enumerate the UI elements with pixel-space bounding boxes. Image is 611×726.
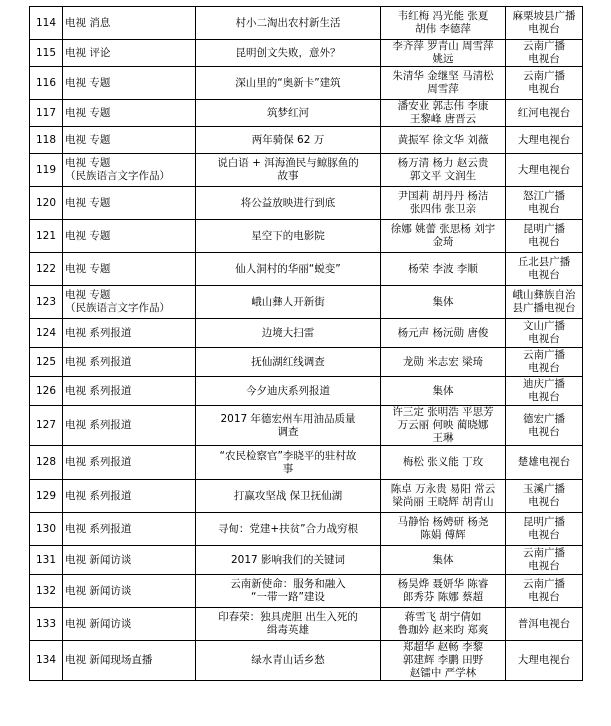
entry-unit xyxy=(506,253,583,286)
entry-number: 121 xyxy=(30,220,63,253)
entry-title-line: 昆明创文失败，意外？ xyxy=(235,46,341,59)
entry-authors-line: 龙勋 米志宏 梁琦 xyxy=(402,355,484,368)
entry-title xyxy=(196,608,381,641)
entry-authors xyxy=(381,187,506,220)
entry-number: 127 xyxy=(30,406,63,446)
entry-unit xyxy=(506,546,583,575)
entry-category-line: 电视 专题 xyxy=(65,262,111,275)
entry-authors-line: 郭文平 文润生 xyxy=(409,170,477,182)
entry-authors-line: 陈娟 傅辉 xyxy=(420,529,466,541)
table-row xyxy=(30,377,583,406)
entry-unit xyxy=(506,348,583,377)
entry-unit xyxy=(506,480,583,513)
entry-unit-line: 昆明广播 xyxy=(523,516,565,528)
entry-unit-line: 大理电视台 xyxy=(517,133,571,146)
entry-title xyxy=(196,253,381,286)
table-row xyxy=(30,446,583,480)
entry-title xyxy=(196,406,381,446)
entry-category xyxy=(63,319,196,348)
entry-category-line: 电视 新闻访谈 xyxy=(65,617,132,630)
entry-title-line: 2017 影响我们的关键词 xyxy=(230,553,346,566)
entry-authors-line: 周雪萍 xyxy=(427,83,459,95)
entry-unit-line: 麻栗坡县广播 xyxy=(512,10,576,22)
entry-number: 125 xyxy=(30,348,63,377)
entry-number: 117 xyxy=(30,100,63,127)
entry-title-line: 今夕迪庆系列报道 xyxy=(246,384,330,397)
entry-title xyxy=(196,286,381,319)
entry-authors xyxy=(381,286,506,319)
entry-title-line: 调查 xyxy=(277,425,299,438)
entry-unit-line: 文山广播 xyxy=(523,320,565,332)
entry-unit xyxy=(506,608,583,641)
entry-category xyxy=(63,253,196,286)
entry-unit-line: 昆明广播 xyxy=(523,223,565,235)
entry-unit-line: 普洱电视台 xyxy=(517,617,571,630)
entry-unit-line: 电视台 xyxy=(528,83,560,95)
entry-unit xyxy=(506,641,583,681)
entry-authors xyxy=(381,220,506,253)
entry-category xyxy=(63,348,196,377)
entry-authors xyxy=(381,348,506,377)
entry-number: 123 xyxy=(30,286,63,319)
entry-authors-line: 郎秀芬 陈娜 蔡超 xyxy=(402,591,484,603)
entry-category xyxy=(63,641,196,681)
entry-unit-line: 大理电视台 xyxy=(517,163,571,176)
table-row xyxy=(30,40,583,67)
entry-title-line: 筑梦红河 xyxy=(267,106,309,119)
entry-title-line: 2017 年德宏州车用油品质量 xyxy=(220,412,356,425)
entry-authors xyxy=(381,608,506,641)
entry-category-line: 电视 系列报道 xyxy=(65,522,132,535)
entry-category-line: 电视 专题 xyxy=(65,133,111,146)
entry-category-line: 电视 系列报道 xyxy=(65,384,132,397)
entry-title xyxy=(196,154,381,187)
entry-category xyxy=(63,220,196,253)
entry-unit xyxy=(506,575,583,608)
table-row xyxy=(30,286,583,319)
entry-category xyxy=(63,608,196,641)
entry-number: 134 xyxy=(30,641,63,681)
entry-authors-line: 集体 xyxy=(432,553,454,566)
entry-unit xyxy=(506,100,583,127)
entry-unit xyxy=(506,513,583,546)
entry-unit xyxy=(506,319,583,348)
entry-unit xyxy=(506,40,583,67)
entry-authors xyxy=(381,641,506,681)
table-row xyxy=(30,7,583,40)
entry-category xyxy=(63,575,196,608)
entry-unit-line: 电视台 xyxy=(528,203,560,215)
entry-number: 114 xyxy=(30,7,63,40)
entry-authors xyxy=(381,253,506,286)
entry-unit-line: 电视台 xyxy=(528,391,560,403)
table-row xyxy=(30,127,583,154)
entry-number: 119 xyxy=(30,154,63,187)
entry-title xyxy=(196,220,381,253)
entry-authors-line: 徐娜 姚蕾 张思杨 刘宇 xyxy=(390,223,496,235)
entry-category-line: 电视 专题 xyxy=(65,76,111,89)
entry-category xyxy=(63,100,196,127)
entry-authors xyxy=(381,319,506,348)
entry-authors-line: 李齐萍 罗青山 周雪萍 xyxy=(392,40,494,52)
entry-authors xyxy=(381,127,506,154)
entry-title-line: 云南新使命：服务和融入 xyxy=(230,578,346,590)
entry-category xyxy=(63,40,196,67)
table-row xyxy=(30,641,583,681)
entry-authors-line: 王琳 xyxy=(432,432,454,444)
entry-authors-line: 鲁珈妗 赵来昀 郑爽 xyxy=(397,624,489,636)
entry-unit xyxy=(506,154,583,187)
entry-title xyxy=(196,100,381,127)
entry-category-line: 电视 消息 xyxy=(65,16,111,29)
entry-authors xyxy=(381,546,506,575)
entry-authors-line: 朱清华 金继坚 马清松 xyxy=(392,70,494,82)
entry-authors-line: 郭建辉 李鹏 田野 xyxy=(402,654,484,666)
entry-category-line: 电视 专题 xyxy=(65,229,111,242)
entry-authors xyxy=(381,7,506,40)
entry-category xyxy=(63,406,196,446)
entry-unit-line: 丘北县广播 xyxy=(517,256,571,268)
entry-category-line: 电视 新闻访谈 xyxy=(65,584,132,597)
entry-title xyxy=(196,187,381,220)
table-row xyxy=(30,253,583,286)
entry-authors-line: 赵镭中 严学林 xyxy=(409,667,477,679)
entry-unit-line: 云南广播 xyxy=(523,40,565,52)
table-row xyxy=(30,406,583,446)
entry-category xyxy=(63,187,196,220)
entry-unit-line: 电视台 xyxy=(528,496,560,508)
entry-unit-line: 峨山彝族自治 xyxy=(512,289,576,301)
entry-unit-line: 云南广播 xyxy=(523,547,565,559)
entry-authors-line: 王黎峰 唐晋云 xyxy=(409,113,477,125)
entry-authors xyxy=(381,446,506,480)
entry-unit-line: 电视台 xyxy=(528,560,560,572)
entry-authors-line: 杨荣 李波 李顺 xyxy=(408,262,478,275)
entry-category-line: 电视 系列报道 xyxy=(65,419,132,431)
entry-unit-line: 电视台 xyxy=(528,53,560,65)
entry-unit-line: 县广播电视台 xyxy=(512,302,576,314)
table-row xyxy=(30,513,583,546)
entry-number: 122 xyxy=(30,253,63,286)
entry-title xyxy=(196,7,381,40)
entry-authors xyxy=(381,480,506,513)
entry-title xyxy=(196,546,381,575)
entry-unit-line: 电视台 xyxy=(528,591,560,603)
entry-authors-line: 杨元声 杨沅勋 唐俊 xyxy=(397,326,489,339)
entry-category xyxy=(63,480,196,513)
entry-unit-line: 云南广播 xyxy=(523,349,565,361)
table-row xyxy=(30,319,583,348)
entry-category xyxy=(63,513,196,546)
entry-title xyxy=(196,319,381,348)
table-row xyxy=(30,154,583,187)
entry-title xyxy=(196,575,381,608)
entry-unit-line: 德宏广播 xyxy=(523,412,565,425)
entry-title xyxy=(196,67,381,100)
entry-title-line: 星空下的电影院 xyxy=(251,229,325,242)
entry-title-line: 峨山彝人开新街 xyxy=(251,295,325,308)
entry-unit xyxy=(506,377,583,406)
entry-authors-line: 杨昊烨 聂妍华 陈睿 xyxy=(397,578,489,590)
table-row xyxy=(30,575,583,608)
entry-category-line: 电视 评论 xyxy=(65,46,111,59)
entry-title-line: 缉毒英雄 xyxy=(267,624,309,636)
entry-authors-line: 陈卓 万永贵 易阳 常云 xyxy=(390,483,496,495)
entry-authors-line: 潘安业 郭志伟 李康 xyxy=(397,100,489,112)
entry-unit xyxy=(506,7,583,40)
entry-unit-line: 电视台 xyxy=(528,529,560,541)
entry-category-line: 电视 新闻访谈 xyxy=(65,553,132,566)
entry-title-line: 打赢攻坚战 保卫抚仙湖 xyxy=(233,489,343,502)
entry-number: 118 xyxy=(30,127,63,154)
entry-number: 120 xyxy=(30,187,63,220)
entry-category xyxy=(63,127,196,154)
entry-authors-line: 马静怡 杨娉研 杨尧 xyxy=(397,516,489,528)
entry-authors xyxy=(381,377,506,406)
entry-title-line: 仙人洞村的华丽“蜕变” xyxy=(235,262,341,275)
entry-authors-line: 集体 xyxy=(432,384,454,397)
entry-title xyxy=(196,446,381,480)
entry-title-line: 印春荣：独具虎胆 出生入死的 xyxy=(218,611,358,623)
entry-title xyxy=(196,127,381,154)
entry-unit-line: 电视台 xyxy=(528,23,560,35)
entry-authors-line: 姚远 xyxy=(432,53,454,65)
entry-title-line: 边境大扫雷 xyxy=(261,326,315,339)
entry-category xyxy=(63,446,196,480)
entry-category xyxy=(63,67,196,100)
entry-unit-line: 迪庆广播 xyxy=(523,378,565,390)
entry-authors-line: 尹国莉 胡丹丹 杨洁 xyxy=(397,190,489,202)
entry-unit-line: 电视台 xyxy=(528,425,560,438)
entry-title-line: 故事 xyxy=(277,170,299,182)
table-row xyxy=(30,348,583,377)
entry-category-line: 电视 系列报道 xyxy=(65,355,132,368)
entry-category-line: （民族语言文字作品） xyxy=(65,302,170,314)
table-row xyxy=(30,100,583,127)
entry-authors-line: 张四伟 张卫亲 xyxy=(409,203,477,215)
entry-category-line: 电视 专题 xyxy=(65,157,111,169)
entry-unit-line: 云南广播 xyxy=(523,578,565,590)
entry-title-line: 绿水青山话乡愁 xyxy=(251,654,325,666)
entry-title xyxy=(196,641,381,681)
table-row xyxy=(30,220,583,253)
entry-authors-line: 胡伟 李德萍 xyxy=(415,23,471,35)
entry-authors xyxy=(381,513,506,546)
table-row xyxy=(30,546,583,575)
entry-unit-line: 电视台 xyxy=(528,333,560,345)
entry-authors xyxy=(381,154,506,187)
table-row xyxy=(30,608,583,641)
entry-category xyxy=(63,286,196,319)
entry-title-line: 寻甸：党建+扶贫”合力战穷根 xyxy=(217,522,359,535)
entry-number: 133 xyxy=(30,608,63,641)
entry-unit-line: 电视台 xyxy=(528,269,560,281)
entry-number: 132 xyxy=(30,575,63,608)
entry-unit-line: 玉溪广播 xyxy=(523,483,565,495)
entry-authors-line: 集体 xyxy=(432,295,454,308)
entry-title-line: 深山里的“奥新卡”建筑 xyxy=(235,76,341,89)
entry-category-line: 电视 专题 xyxy=(65,106,111,119)
entry-authors-line: 郑超华 赵畅 李黎 xyxy=(402,641,484,653)
entry-category-line: 电视 系列报道 xyxy=(65,326,132,339)
entry-title-line: 将公益放映进行到底 xyxy=(240,196,336,209)
table-row xyxy=(30,480,583,513)
entry-number: 115 xyxy=(30,40,63,67)
entry-unit-line: 大理电视台 xyxy=(517,654,571,666)
entry-authors xyxy=(381,406,506,446)
entry-category xyxy=(63,7,196,40)
entry-category-line: 电视 系列报道 xyxy=(65,489,132,502)
entry-category xyxy=(63,377,196,406)
entry-unit xyxy=(506,187,583,220)
entry-title-line: 村小二淘出农村新生活 xyxy=(235,16,341,29)
entry-authors-line: 许三定 张明浩 平思芳 xyxy=(392,406,494,418)
entry-number: 131 xyxy=(30,546,63,575)
entry-category xyxy=(63,154,196,187)
entry-unit-line: 云南广播 xyxy=(523,70,565,82)
entry-unit-line: 红河电视台 xyxy=(517,106,571,119)
entry-authors-line: 杨万清 杨力 赵云贵 xyxy=(397,157,489,169)
table-row xyxy=(30,187,583,220)
entry-title xyxy=(196,377,381,406)
entry-category xyxy=(63,546,196,575)
entry-authors-line: 蒋雪飞 胡宁倩如 xyxy=(404,611,482,623)
entry-authors-line: 金琦 xyxy=(432,236,454,248)
entry-authors xyxy=(381,67,506,100)
entry-title-line: “农民检察官”李晓平的驻村故 xyxy=(219,449,357,462)
entry-unit-line: 楚雄电视台 xyxy=(517,456,571,468)
entry-title-line: 说白语 + 洱海渔民与鲸豚鱼的 xyxy=(217,157,359,169)
entry-category-line: 电视 专题 xyxy=(65,196,111,209)
entry-category-line: （民族语言文字作品） xyxy=(65,170,170,182)
entry-title xyxy=(196,348,381,377)
entry-authors-line: 梅松 张义能 丁玫 xyxy=(402,456,484,468)
entry-category-line: 电视 系列报道 xyxy=(65,456,132,468)
entry-authors xyxy=(381,100,506,127)
entry-number: 124 xyxy=(30,319,63,348)
entry-unit xyxy=(506,286,583,319)
entry-title xyxy=(196,40,381,67)
table-row xyxy=(30,67,583,100)
entry-unit-line: 怒江广播 xyxy=(523,190,565,202)
entry-number: 130 xyxy=(30,513,63,546)
entry-authors xyxy=(381,40,506,67)
awards-table xyxy=(29,6,583,681)
entry-title-line: 两年骑保 62 万 xyxy=(251,133,325,146)
entry-title xyxy=(196,480,381,513)
entry-authors-line: 万云丽 何映 蔺晓娜 xyxy=(397,419,489,431)
entry-unit xyxy=(506,67,583,100)
entry-number: 129 xyxy=(30,480,63,513)
entry-unit-line: 电视台 xyxy=(528,236,560,248)
entry-category-line: 电视 专题 xyxy=(65,289,111,301)
entry-number: 126 xyxy=(30,377,63,406)
entry-unit-line: 电视台 xyxy=(528,362,560,374)
entry-unit xyxy=(506,446,583,480)
entry-authors-line: 梁尚丽 王晓辉 胡青山 xyxy=(392,496,494,508)
entry-title-line: 抚仙湖红线调查 xyxy=(251,355,325,368)
entry-unit xyxy=(506,220,583,253)
entry-category-line: 电视 新闻现场直播 xyxy=(65,654,153,666)
entry-authors-line: 韦红梅 冯光能 张夏 xyxy=(397,10,489,22)
entry-authors xyxy=(381,575,506,608)
entry-title xyxy=(196,513,381,546)
entry-title-line: “一带一路”建设 xyxy=(251,591,325,603)
entry-unit xyxy=(506,406,583,446)
entry-authors-line: 黄振军 徐文华 刘薇 xyxy=(397,133,489,146)
entry-unit xyxy=(506,127,583,154)
entry-number: 128 xyxy=(30,446,63,480)
entry-title-line: 事 xyxy=(282,462,294,475)
entry-number: 116 xyxy=(30,67,63,100)
